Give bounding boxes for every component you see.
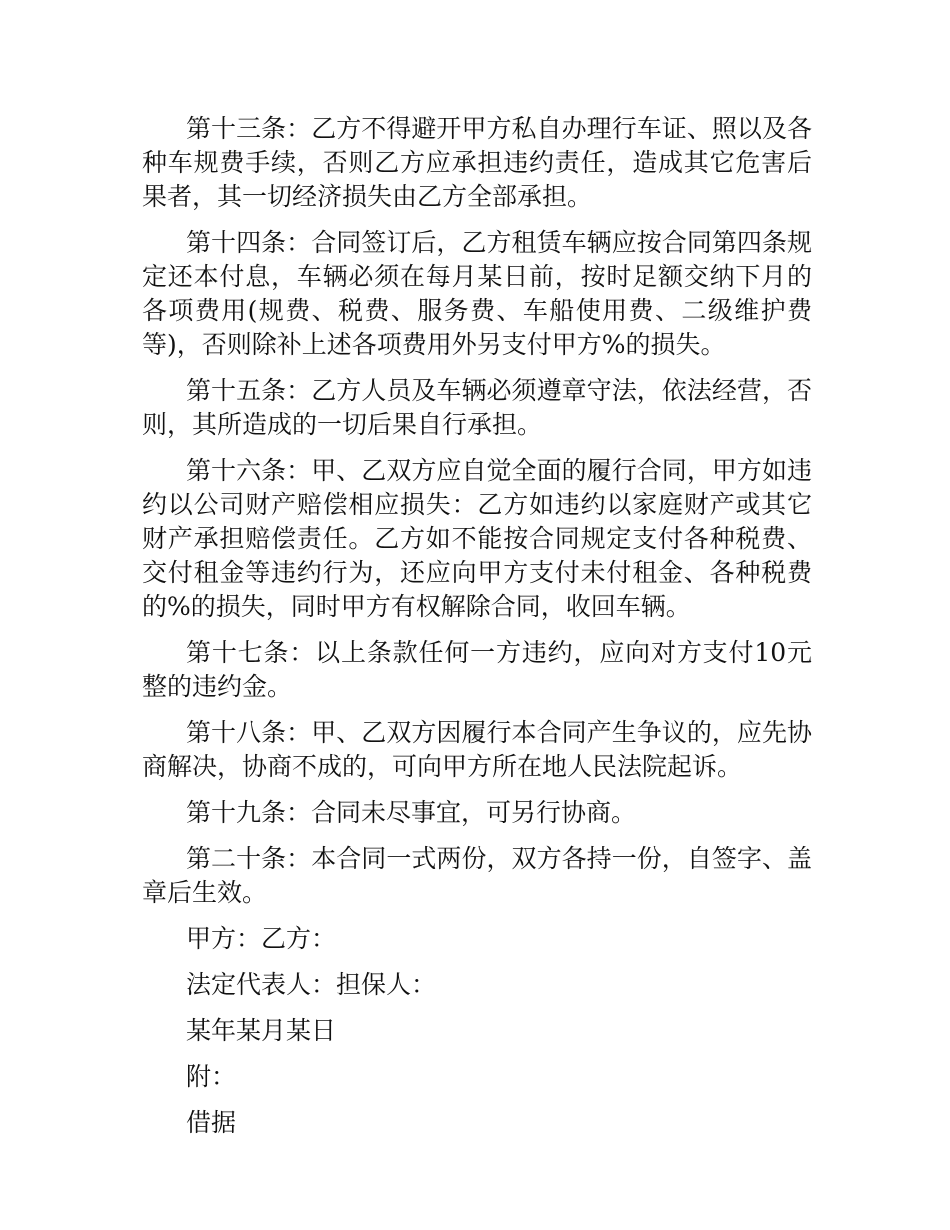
attachment-item: 借据 (186, 1108, 237, 1137)
document-body (142, 112, 812, 1152)
clause-14: 第十四条：合同签订后，乙方租赁车辆应按合同第四条规定还本付息，车辆必须在每月某日前，按时足额交纳下月的各项费用(规费、税费、服务费、车船使用费、二级维护费等)，否则除补上述各项费用外另支付甲方%的损失。 (142, 228, 812, 359)
clause-13: 第十三条：乙方不得避开甲方私自办理行车证、照以及各种车规费手续，否则乙方应承担违约责任，造成其它危害后果者，其一切经济损失由乙方全部承担。 (142, 114, 812, 211)
date-line: 某年某月某日 (186, 1016, 337, 1045)
attachment-label: 附： (186, 1062, 237, 1091)
representative-line: 法定代表人：担保人： (186, 970, 437, 999)
clause-18: 第十八条：甲、乙双方因履行本合同产生争议的，应先协商解决，协商不成的，可向甲方所在地人民法院起诉。 (142, 718, 812, 781)
clause-16: 第十六条：甲、乙双方应自觉全面的履行合同，甲方如违约以公司财产赔偿相应损失：乙方如违约以家庭财产或其它财产承担赔偿责任。乙方如不能按合同规定支付各种税费、交付租金等违约行为，还应向甲方支付未付租金、各种税费的%的损失，同时甲方有权解除合同，收回车辆。 (142, 456, 812, 621)
clause-17: 第十七条：以上条款任何一方违约，应向对方支付10元整的违约金。 (142, 638, 812, 701)
clause-20: 第二十条：本合同一式两份，双方各持一份，自签字、盖章后生效。 (142, 844, 812, 907)
clause-19: 第十九条：合同未尽事宜，可另行协商。 (186, 798, 637, 827)
clause-15: 第十五条：乙方人员及车辆必须遵章守法，依法经营，否则，其所造成的一切后果自行承担。 (142, 376, 812, 439)
party-line: 甲方：乙方： (186, 924, 337, 953)
